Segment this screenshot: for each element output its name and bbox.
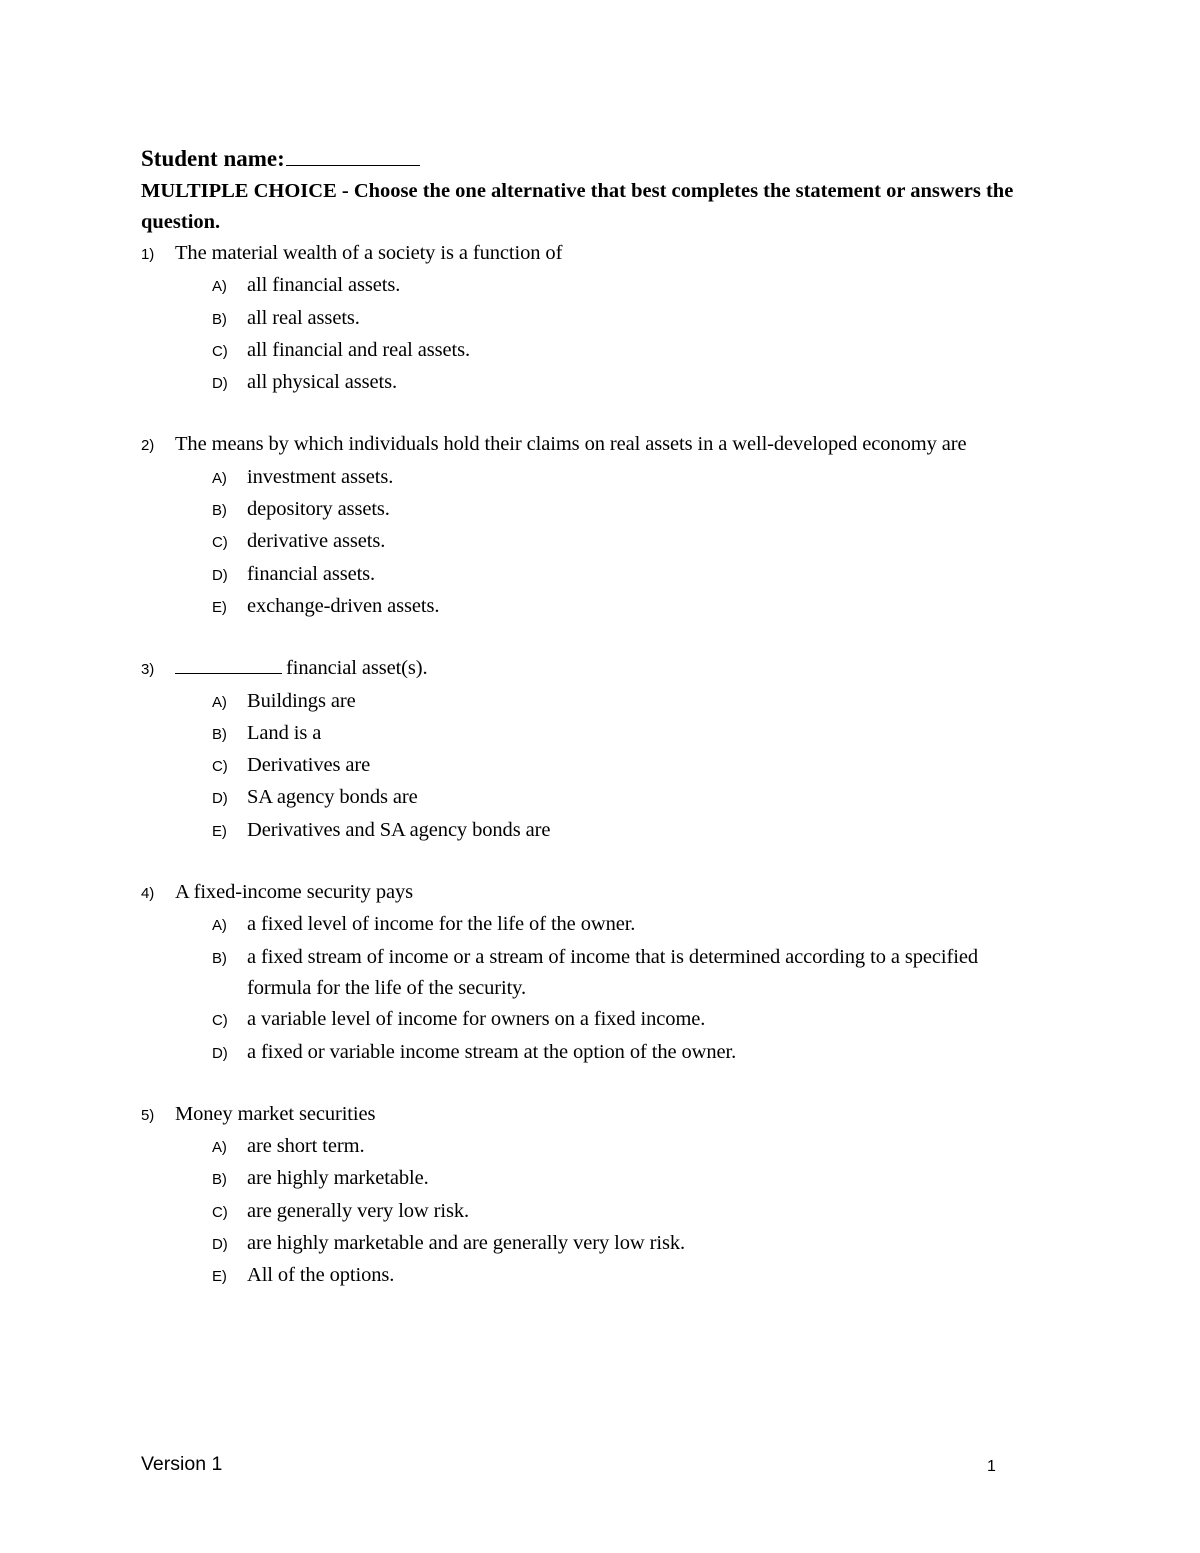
option-letter: B) xyxy=(212,949,227,967)
option-text: are highly marketable and are generally very low risk. xyxy=(247,1232,686,1255)
question-text: financial asset(s). xyxy=(286,657,428,680)
option-letter: A) xyxy=(212,469,227,487)
option-letter: A) xyxy=(212,693,227,711)
student-name-label: Student name: xyxy=(141,146,285,171)
spacer xyxy=(141,399,1041,429)
option-text: a fixed or variable income stream at the option of the owner. xyxy=(247,1040,737,1063)
option-text: Derivatives are xyxy=(247,754,371,777)
question-stem xyxy=(141,877,1041,909)
option-row xyxy=(141,718,1041,750)
question-1 xyxy=(141,238,1041,399)
option-text: a fixed stream of income or a stream of income that is determined according to a specified formula for the life of the security. xyxy=(247,945,978,999)
question-text: The material wealth of a society is a function of xyxy=(175,242,563,264)
option-row xyxy=(141,494,1041,526)
option-letter: C) xyxy=(212,534,228,552)
option-text: are generally very low risk. xyxy=(247,1199,470,1222)
option-text: all physical assets. xyxy=(247,371,398,394)
question-text: The means by which individuals hold their claims on real assets in a well-developed economy are xyxy=(175,433,967,456)
spacer xyxy=(141,1069,1041,1099)
student-name-line xyxy=(141,143,1041,174)
question-stem xyxy=(141,653,1041,685)
option-letter: B) xyxy=(212,502,227,520)
option-row xyxy=(141,750,1041,782)
option-letter: D) xyxy=(212,1236,228,1254)
option-letter: B) xyxy=(212,310,227,328)
option-text: derivative assets. xyxy=(247,530,386,553)
option-row xyxy=(141,815,1041,847)
option-row xyxy=(141,1163,1041,1195)
option-text: financial assets. xyxy=(247,562,376,585)
option-text: all financial and real assets. xyxy=(247,338,470,361)
option-text: SA agency bonds are xyxy=(247,786,418,809)
option-row xyxy=(141,1196,1041,1228)
option-row xyxy=(141,1260,1041,1292)
question-number: 5) xyxy=(141,1106,155,1124)
option-row xyxy=(141,686,1041,718)
option-letter: A) xyxy=(212,278,227,296)
question-text-wrapper xyxy=(175,653,1041,684)
option-letter: E) xyxy=(212,598,227,616)
option-letter: D) xyxy=(212,1044,228,1062)
option-row xyxy=(141,942,1041,1005)
option-text: are short term. xyxy=(247,1135,365,1158)
option-letter: D) xyxy=(212,566,228,584)
question-text: A fixed-income security pays xyxy=(175,881,414,904)
option-letter: C) xyxy=(212,758,228,776)
footer-version: Version 1 xyxy=(141,1453,223,1475)
spacer xyxy=(141,623,1041,653)
option-letter: A) xyxy=(212,1139,227,1157)
option-letter: B) xyxy=(212,725,227,743)
question-2 xyxy=(141,429,1041,623)
option-letter: E) xyxy=(212,1268,227,1286)
question-number: 4) xyxy=(141,885,155,903)
option-letter: C) xyxy=(212,342,228,360)
option-text: a variable level of income for owners on a fixed income. xyxy=(247,1008,706,1031)
question-number: 3) xyxy=(141,661,155,679)
page-content xyxy=(141,143,1041,1293)
option-text: Buildings are xyxy=(247,689,356,712)
option-letter: D) xyxy=(212,790,228,808)
option-text: Land is a xyxy=(247,721,322,744)
option-row xyxy=(141,782,1041,814)
option-row xyxy=(141,303,1041,335)
option-row xyxy=(141,591,1041,623)
option-row xyxy=(141,1228,1041,1260)
answer-blank xyxy=(175,655,282,674)
option-row xyxy=(141,462,1041,494)
option-row xyxy=(141,526,1041,558)
option-text: All of the options. xyxy=(247,1264,395,1287)
option-row xyxy=(141,270,1041,302)
option-text: a fixed level of income for the life of the owner. xyxy=(247,913,636,936)
question-stem xyxy=(141,238,1041,270)
option-row xyxy=(141,1131,1041,1163)
question-number: 2) xyxy=(141,437,155,455)
option-letter: B) xyxy=(212,1171,227,1189)
instructions: MULTIPLE CHOICE - Choose the one alternative that best completes the statement or answers the question. xyxy=(141,180,1014,233)
option-row xyxy=(141,559,1041,591)
option-text: investment assets. xyxy=(247,465,394,488)
option-letter: E) xyxy=(212,822,227,840)
option-row xyxy=(141,1004,1041,1036)
question-number: 1) xyxy=(141,246,155,263)
option-text: depository assets. xyxy=(247,498,390,521)
footer-page-number: 1 xyxy=(987,1458,996,1475)
question-stem xyxy=(141,429,1041,461)
option-letter: C) xyxy=(212,1012,228,1030)
option-text: Derivatives and SA agency bonds are xyxy=(247,818,551,841)
option-text: are highly marketable. xyxy=(247,1167,429,1190)
option-letter: A) xyxy=(212,917,227,935)
question-text: Money market securities xyxy=(175,1102,376,1125)
option-row xyxy=(141,335,1041,367)
option-text: all real assets. xyxy=(247,306,360,329)
option-row xyxy=(141,367,1041,399)
option-row xyxy=(141,1037,1041,1069)
question-stem xyxy=(141,1099,1041,1131)
question-5 xyxy=(141,1099,1041,1293)
question-3 xyxy=(141,653,1041,847)
option-row xyxy=(141,909,1041,941)
option-text: exchange-driven assets. xyxy=(247,594,440,617)
option-text: all financial assets. xyxy=(247,274,401,297)
option-letter: D) xyxy=(212,375,228,393)
question-4 xyxy=(141,877,1041,1069)
student-name-blank xyxy=(286,143,420,166)
option-letter: C) xyxy=(212,1203,228,1221)
spacer xyxy=(141,847,1041,877)
